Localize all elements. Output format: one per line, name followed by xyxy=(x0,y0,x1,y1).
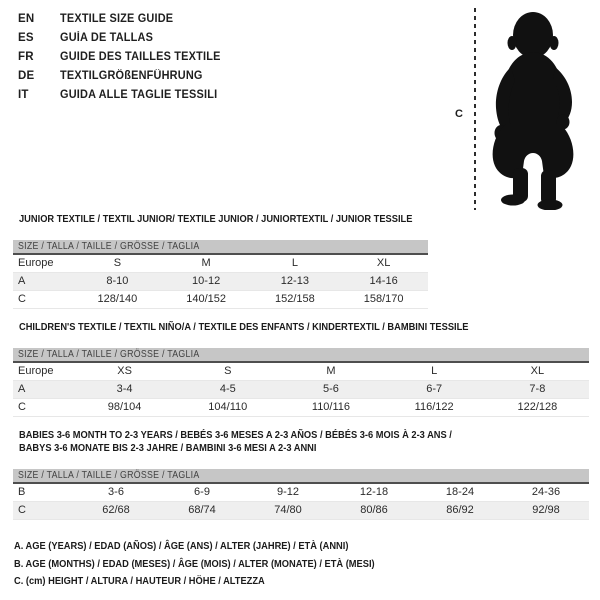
row-label: C xyxy=(13,399,73,417)
footnote: A. AGE (YEARS) / EDAD (AÑOS) / ÂGE (ANS) / ALTER (JAHRE) / ETÀ (ANNI) xyxy=(14,541,349,552)
footnotes xyxy=(14,538,402,591)
language-row xyxy=(18,48,229,67)
size-cell: 98/104 xyxy=(73,399,176,417)
row-label: A xyxy=(13,273,73,291)
size-table xyxy=(13,484,589,520)
size-cell: 158/170 xyxy=(339,291,428,309)
size-table-section xyxy=(13,429,589,520)
row-label: Europe xyxy=(13,255,73,273)
row-label: Europe xyxy=(13,363,73,381)
size-cell: M xyxy=(162,255,251,273)
language-row xyxy=(18,10,229,29)
size-cell: 18-24 xyxy=(417,484,503,502)
language-row xyxy=(18,29,229,48)
size-table-row xyxy=(13,399,589,417)
section-title xyxy=(13,213,589,226)
size-cell: 68/74 xyxy=(159,502,245,520)
size-table-wrap xyxy=(13,240,428,309)
size-cell: XL xyxy=(486,363,589,381)
size-cell: 10-12 xyxy=(162,273,251,291)
section-title-line: CHILDREN'S TEXTILE / TEXTIL NIÑO/A / TEXTILE DES ENFANTS / KINDERTEXTIL / BAMBINI TESSILE xyxy=(19,322,469,333)
size-table-section xyxy=(13,321,589,417)
language-title: GUIDA ALLE TAGLIE TESSILI xyxy=(60,89,218,101)
size-cell: 116/122 xyxy=(383,399,486,417)
size-cell: S xyxy=(176,363,279,381)
height-dashed-line-icon xyxy=(474,8,476,210)
size-table-row xyxy=(13,363,589,381)
section-title-line: JUNIOR TEXTILE / TEXTIL JUNIOR/ TEXTILE JUNIOR / JUNIORTEXTIL / JUNIOR TESSILE xyxy=(19,214,413,225)
language-code: ES xyxy=(18,32,34,44)
language-code: IT xyxy=(18,89,29,101)
row-label: C xyxy=(13,291,73,309)
row-label: C xyxy=(13,502,73,520)
size-cell: 128/140 xyxy=(73,291,162,309)
size-cell: 6-9 xyxy=(159,484,245,502)
size-cell: L xyxy=(383,363,486,381)
language-title: TEXTILE SIZE GUIDE xyxy=(60,13,174,25)
size-header-bar: SIZE / TALLA / TAILLE / GRÖSSE / TAGLIA xyxy=(13,240,428,255)
size-header-bar: SIZE / TALLA / TAILLE / GRÖSSE / TAGLIA xyxy=(13,348,589,363)
size-cell: 62/68 xyxy=(73,502,159,520)
size-cell: 14-16 xyxy=(339,273,428,291)
size-cell: 9-12 xyxy=(245,484,331,502)
row-label: A xyxy=(13,381,73,399)
toddler-silhouette-icon xyxy=(484,10,588,210)
size-table-row xyxy=(13,291,428,309)
size-cell: XS xyxy=(73,363,176,381)
language-code: EN xyxy=(18,13,35,25)
size-cell: 4-5 xyxy=(176,381,279,399)
size-tables-area xyxy=(13,213,589,520)
size-table xyxy=(13,363,589,417)
size-cell: 86/92 xyxy=(417,502,503,520)
row-label: B xyxy=(13,484,73,502)
language-code: FR xyxy=(18,51,34,63)
size-cell: 6-7 xyxy=(383,381,486,399)
size-table-section xyxy=(13,213,589,309)
size-table-row xyxy=(13,255,428,273)
language-title: GUIDE DES TAILLES TEXTILE xyxy=(60,51,221,63)
size-cell: 5-6 xyxy=(279,381,382,399)
size-cell: XL xyxy=(339,255,428,273)
size-cell: 12-13 xyxy=(251,273,340,291)
size-cell: M xyxy=(279,363,382,381)
footnote: C. (cm) HEIGHT / ALTURA / HAUTEUR / HÖHE / ALTEZZA xyxy=(14,576,265,587)
size-table-row xyxy=(13,273,428,291)
language-title: TEXTILGRÖßENFÜHRUNG xyxy=(60,70,203,82)
section-title xyxy=(13,429,589,455)
size-cell: 7-8 xyxy=(486,381,589,399)
size-cell: S xyxy=(73,255,162,273)
size-cell: 3-6 xyxy=(73,484,159,502)
language-row xyxy=(18,67,229,86)
size-header-bar: SIZE / TALLA / TAILLE / GRÖSSE / TAGLIA xyxy=(13,469,589,484)
height-figure xyxy=(455,8,595,212)
size-table-wrap xyxy=(13,348,589,417)
size-cell: 152/158 xyxy=(251,291,340,309)
size-cell: 74/80 xyxy=(245,502,331,520)
height-measure-label: C xyxy=(455,108,463,120)
size-cell: 8-10 xyxy=(73,273,162,291)
size-cell: 24-36 xyxy=(503,484,589,502)
size-cell: 3-4 xyxy=(73,381,176,399)
size-cell: 110/116 xyxy=(279,399,382,417)
language-title: GUÍA DE TALLAS xyxy=(60,32,154,44)
size-table-row xyxy=(13,484,589,502)
size-table-wrap xyxy=(13,469,589,520)
section-title-line: BABIES 3-6 MONTH TO 2-3 YEARS / BEBÉS 3-6 MESES A 2-3 AÑOS / BÉBÉS 3-6 MOIS À 2-3 ANS / xyxy=(19,430,452,441)
size-table-row xyxy=(13,381,589,399)
size-cell: 104/110 xyxy=(176,399,279,417)
size-cell: 80/86 xyxy=(331,502,417,520)
footnote: B. AGE (MONTHS) / EDAD (MESES) / ÂGE (MOIS) / ALTER (MONATE) / ETÀ (MESI) xyxy=(14,558,375,570)
size-cell: 12-18 xyxy=(331,484,417,502)
size-table-row xyxy=(13,502,589,520)
size-cell: L xyxy=(251,255,340,273)
language-title-list xyxy=(18,10,229,105)
section-title xyxy=(13,321,589,334)
language-row xyxy=(18,86,229,105)
language-code: DE xyxy=(18,70,35,82)
size-cell: 140/152 xyxy=(162,291,251,309)
size-table xyxy=(13,255,428,309)
size-cell: 122/128 xyxy=(486,399,589,417)
section-title-line: BABYS 3-6 MONATE BIS 2-3 JAHRE / BAMBINI 3-6 MESI A 2-3 ANNI xyxy=(19,443,317,454)
size-cell: 92/98 xyxy=(503,502,589,520)
